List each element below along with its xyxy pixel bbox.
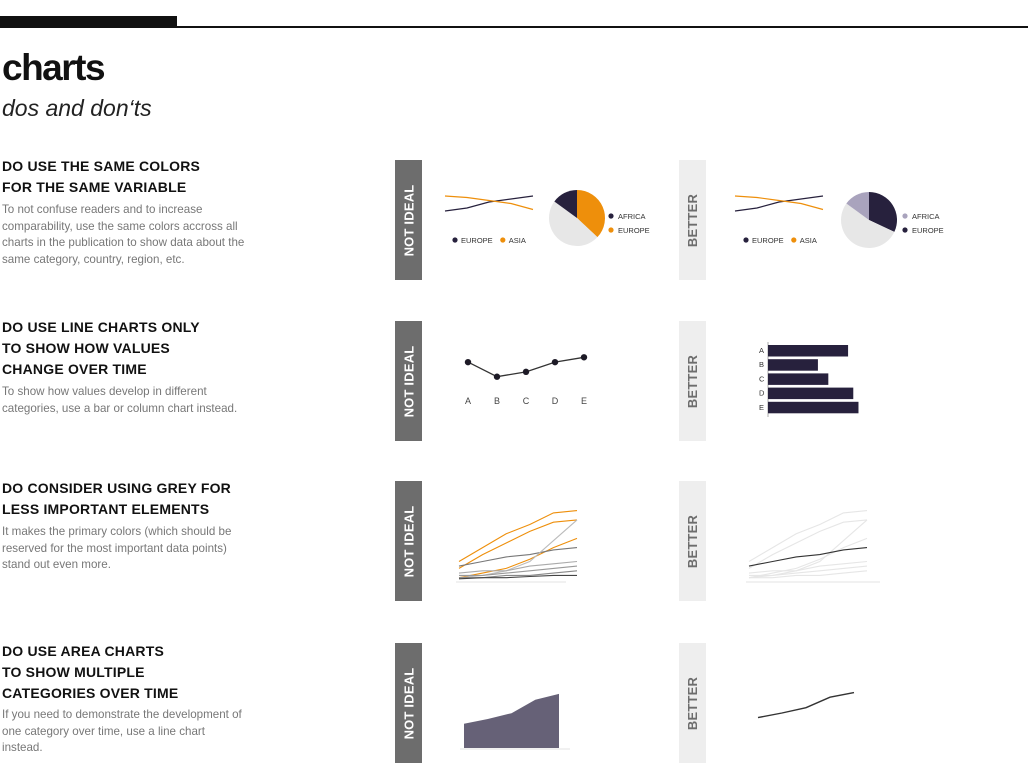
data-point: [581, 354, 587, 360]
legend-dot: [791, 237, 796, 242]
legend-label: EUROPE: [912, 225, 944, 235]
series-line-1: [749, 520, 867, 569]
better-label: BETTER: [685, 514, 701, 568]
category-label: C: [522, 396, 530, 406]
chart-pie-not-ideal: [545, 188, 655, 248]
series-line-0: [758, 693, 854, 718]
legend-dot: [608, 213, 613, 218]
section-2-heading: [2, 317, 252, 380]
data-point: [465, 359, 471, 365]
bar: [768, 345, 848, 357]
section-3-heading: [2, 478, 252, 520]
category-label: B: [759, 360, 765, 370]
section-4-heading-line: TO SHOW MULTIPLE: [2, 664, 145, 680]
series-line-1: [459, 520, 577, 569]
data-point: [552, 359, 558, 365]
legend-dot: [902, 213, 907, 218]
chart-line-europe-asia-better: [730, 185, 830, 255]
section-2-heading-line: CHANGE OVER TIME: [2, 361, 147, 377]
not-ideal-badge: [395, 643, 422, 763]
not-ideal-badge: [395, 160, 422, 280]
section-1-description: To not confuse readers and to increase comparability, use the same colors accross all charts in the publication to show data about the same category, country, region, etc.: [2, 203, 245, 266]
bar: [768, 359, 818, 371]
page-subtitle: dos and don‘ts: [2, 95, 152, 121]
category-label: D: [759, 388, 765, 398]
not-ideal-label: NOT IDEAL: [401, 667, 417, 739]
category-label: B: [493, 396, 501, 406]
area-fill: [464, 694, 559, 748]
chart-area-not-ideal: [460, 690, 572, 750]
not-ideal-badge: [395, 321, 422, 441]
category-label: E: [580, 396, 588, 406]
legend-dot: [452, 237, 457, 242]
category-label: E: [759, 402, 765, 412]
better-label: BETTER: [685, 354, 701, 408]
data-point: [494, 374, 500, 380]
category-label: D: [551, 396, 559, 406]
better-badge: [679, 481, 706, 601]
section-3-description: It makes the primary colors (which should be reserved for the most important data points) stand out even more.: [2, 525, 232, 571]
category-label: C: [759, 374, 765, 384]
chart-bar-categories-better: [755, 342, 865, 417]
better-label: BETTER: [685, 676, 701, 730]
legend-label: ASIA: [799, 235, 817, 245]
category-label: A: [759, 346, 765, 355]
legend-label: AFRICA: [912, 211, 940, 221]
section-4-heading-line: CATEGORIES OVER TIME: [2, 685, 179, 701]
series-line-0: [445, 196, 533, 211]
data-point: [523, 369, 529, 375]
section-3-heading-line: DO CONSIDER USING GREY FOR: [2, 480, 231, 496]
chart-pie-better: [837, 188, 947, 248]
legend-label: ASIA: [508, 235, 526, 245]
section-2-description: To show how values develop in different categories, use a bar or column chart instead.: [2, 385, 238, 415]
bar: [768, 388, 853, 400]
section-2-heading-line: TO SHOW HOW VALUES: [2, 340, 170, 356]
legend-label: EUROPE: [461, 235, 493, 245]
legend-label: EUROPE: [618, 225, 650, 235]
legend-dot: [608, 227, 613, 232]
better-badge: [679, 160, 706, 280]
chart-line-single-better: [755, 688, 865, 738]
legend-dot: [743, 237, 748, 242]
not-ideal-label: NOT IDEAL: [401, 345, 417, 417]
not-ideal-badge: [395, 481, 422, 601]
better-badge: [679, 643, 706, 763]
page-title: charts: [2, 47, 105, 88]
section-4-heading: [2, 641, 252, 704]
section-4-description: If you need to demonstrate the development of one category over time, use a line chart instead.: [2, 708, 242, 754]
chart-multiline-grey-better: [746, 504, 880, 584]
section-3-heading-line: LESS IMPORTANT ELEMENTS: [2, 501, 210, 517]
bar: [768, 402, 858, 414]
section-1-heading: [2, 156, 252, 198]
legend-dot: [902, 227, 907, 232]
legend-label: EUROPE: [752, 235, 784, 245]
bar: [768, 373, 828, 385]
legend-label: AFRICA: [618, 211, 646, 221]
better-badge: [679, 321, 706, 441]
better-label: BETTER: [685, 193, 701, 247]
section-1-heading-line: FOR THE SAME VARIABLE: [2, 179, 187, 195]
series-line-0: [735, 196, 823, 211]
legend-dot: [500, 237, 505, 242]
section-1-heading-line: DO USE THE SAME COLORS: [2, 158, 201, 174]
section-4-heading-line: DO USE AREA CHARTS: [2, 643, 165, 659]
header-rule: [0, 26, 1028, 28]
chart-line-categories-not-ideal: [455, 350, 595, 410]
section-2-heading-line: DO USE LINE CHARTS ONLY: [2, 319, 200, 335]
chart-line-europe-asia-not-ideal: [440, 185, 540, 255]
category-label: A: [464, 396, 472, 406]
not-ideal-label: NOT IDEAL: [401, 505, 417, 577]
not-ideal-label: NOT IDEAL: [401, 184, 417, 256]
chart-multiline-not-ideal: [456, 504, 568, 584]
